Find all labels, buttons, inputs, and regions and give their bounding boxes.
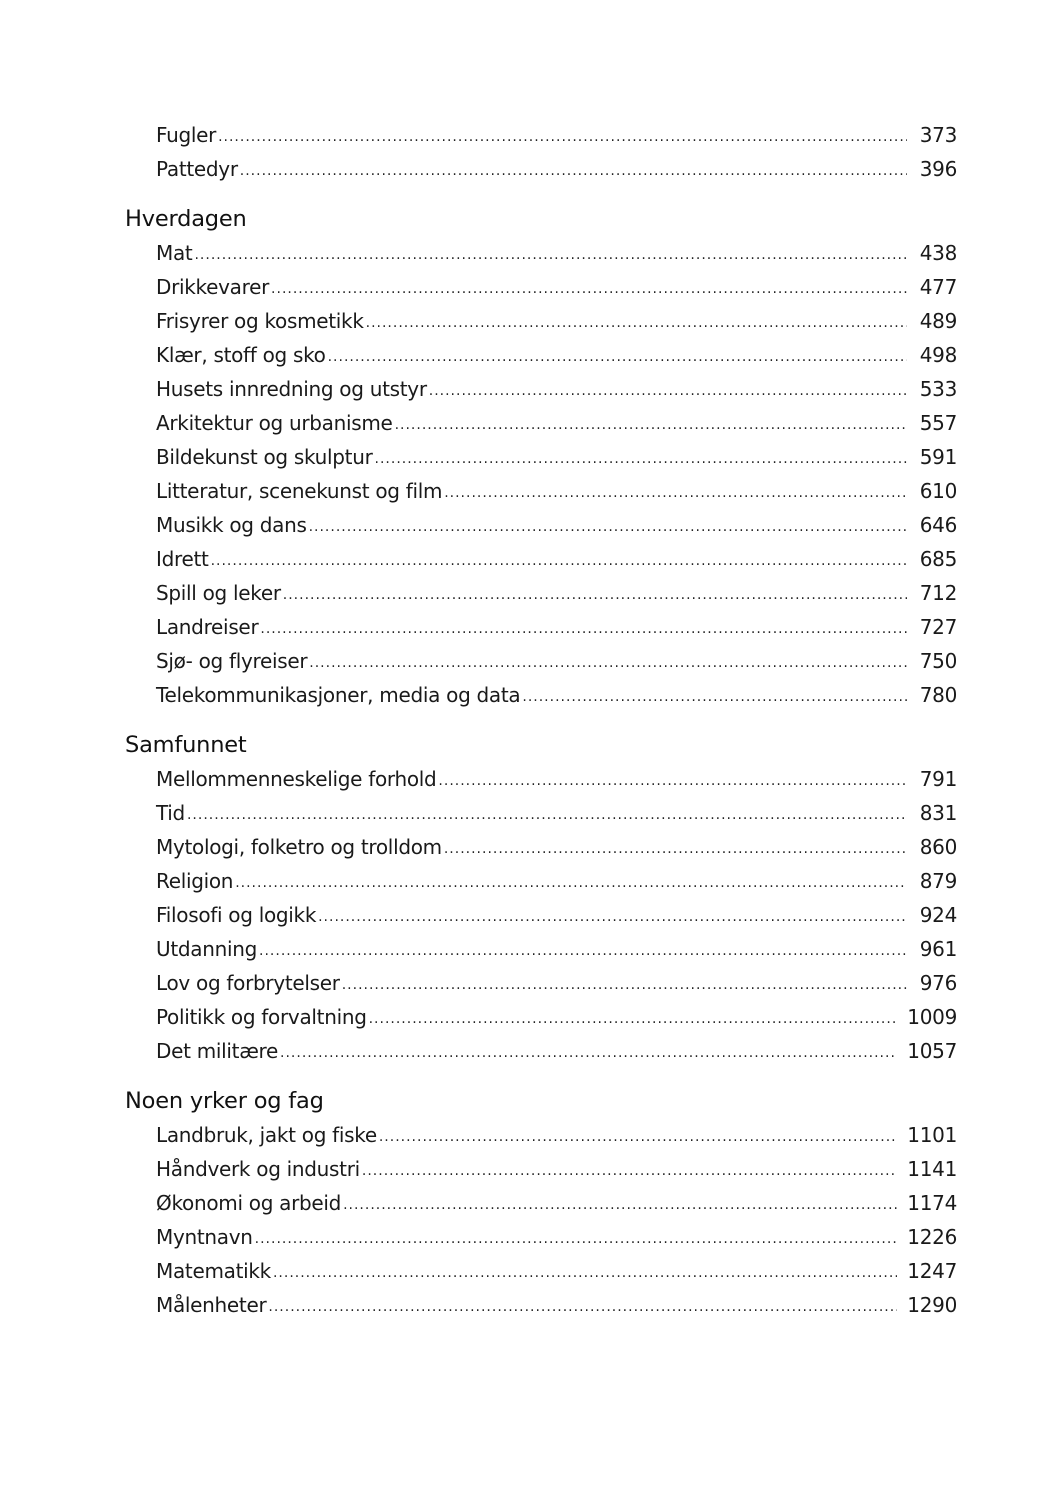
dot-leader	[273, 1256, 897, 1290]
dot-leader	[194, 238, 907, 272]
toc-entry-label: Litteratur, scenekunst og film	[156, 479, 443, 503]
dot-leader	[444, 832, 907, 866]
dot-leader	[342, 968, 907, 1002]
dot-leader	[271, 272, 907, 306]
toc-entry-label: Mellommenneskelige forhold	[156, 767, 437, 791]
dot-leader	[240, 154, 907, 188]
dot-leader	[283, 578, 907, 612]
toc-entry[interactable]	[156, 762, 957, 796]
dot-leader	[259, 934, 907, 968]
section-heading: Samfunnet	[125, 732, 247, 758]
dot-leader	[438, 764, 907, 798]
toc-entry-label: Tid	[156, 801, 185, 825]
dot-leader	[280, 1036, 897, 1070]
dot-leader	[211, 544, 907, 578]
dot-leader	[369, 1002, 898, 1036]
toc-entry[interactable]	[156, 406, 957, 440]
toc-entry-label: Fugler	[156, 123, 217, 147]
toc-entry[interactable]	[156, 304, 957, 338]
toc-entry[interactable]	[156, 1000, 957, 1034]
toc-entry-page: 1101	[907, 1123, 957, 1147]
toc-entry-page: 1226	[907, 1225, 957, 1249]
dot-leader	[187, 798, 907, 832]
toc-entry-page: 438	[919, 241, 957, 265]
toc-entry-label: Matematikk	[156, 1259, 271, 1283]
toc-entry[interactable]	[156, 1254, 957, 1288]
dot-leader	[318, 900, 907, 934]
toc-entry[interactable]	[156, 864, 957, 898]
toc-entry-page: 1174	[907, 1191, 957, 1215]
toc-entry[interactable]	[156, 576, 957, 610]
dot-leader	[268, 1290, 897, 1324]
dot-leader	[379, 1120, 897, 1154]
toc-entry[interactable]	[156, 1152, 957, 1186]
toc-entry-page: 831	[919, 801, 957, 825]
dot-leader	[218, 120, 907, 154]
toc-entry[interactable]	[156, 236, 957, 270]
toc-entry[interactable]	[156, 830, 957, 864]
dot-leader	[260, 612, 907, 646]
toc-entry[interactable]	[156, 610, 957, 644]
toc-entry-label: Pattedyr	[156, 157, 238, 181]
toc-entry[interactable]	[156, 796, 957, 830]
toc-entry[interactable]	[156, 644, 957, 678]
toc-entry[interactable]	[156, 338, 957, 372]
toc-entry-label: Religion	[156, 869, 234, 893]
toc-entry-label: Musikk og dans	[156, 513, 307, 537]
toc-entry-page: 976	[919, 971, 957, 995]
toc-entry-page: 879	[919, 869, 957, 893]
toc-entry-label: Mytologi, folketro og trolldom	[156, 835, 442, 859]
toc-entry-label: Bildekunst og skulptur	[156, 445, 373, 469]
toc-entry[interactable]	[156, 966, 957, 1000]
toc-entry-page: 1141	[907, 1157, 957, 1181]
dot-leader	[309, 646, 907, 680]
toc-entry-label: Mat	[156, 241, 193, 265]
toc-entry[interactable]	[156, 508, 957, 542]
toc-entry-label: Målenheter	[156, 1293, 267, 1317]
dot-leader	[366, 306, 907, 340]
dot-leader	[309, 510, 907, 544]
toc-entry-page: 477	[919, 275, 957, 299]
toc-entry-label: Økonomi og arbeid	[156, 1191, 342, 1215]
section-heading: Noen yrker og fag	[125, 1088, 324, 1114]
toc-entry-label: Politikk og forvaltning	[156, 1005, 367, 1029]
toc-entry-page: 961	[919, 937, 957, 961]
toc-entry-label: Arkitektur og urbanisme	[156, 411, 393, 435]
toc-entry-label: Landreiser	[156, 615, 259, 639]
toc-section-noen-yrker-og-fag	[125, 1084, 957, 1322]
toc-entry-label: Frisyrer og kosmetikk	[156, 309, 364, 333]
toc-entry-page: 1057	[907, 1039, 957, 1063]
toc-entry-page: 924	[919, 903, 957, 927]
toc-section-samfunnet	[125, 728, 957, 1068]
toc-entry[interactable]	[156, 270, 957, 304]
toc-entry-label: Telekommunikasjoner, media og data	[156, 683, 521, 707]
dot-leader	[362, 1154, 897, 1188]
toc-entry-page: 1290	[907, 1293, 957, 1317]
toc-entry[interactable]	[156, 440, 957, 474]
toc-entry-label: Spill og leker	[156, 581, 281, 605]
dot-leader	[255, 1222, 898, 1256]
toc-entry-label: Lov og forbrytelser	[156, 971, 340, 995]
dot-leader	[429, 374, 907, 408]
dot-leader	[235, 866, 907, 900]
toc-entry[interactable]	[156, 1288, 957, 1322]
toc-entry-page: 791	[919, 767, 957, 791]
toc-entry[interactable]	[156, 152, 957, 186]
dot-leader	[375, 442, 907, 476]
toc-entry-label: Utdanning	[156, 937, 258, 961]
toc-entry-page: 610	[919, 479, 957, 503]
toc-entry-label: Filosofi og logikk	[156, 903, 317, 927]
toc-entry-page: 750	[919, 649, 957, 673]
toc-entry-label: Husets innredning og utstyr	[156, 377, 427, 401]
toc-entry[interactable]	[156, 474, 957, 508]
toc-entry-page: 685	[919, 547, 957, 571]
toc-entry-page: 780	[919, 683, 957, 707]
dot-leader	[444, 476, 907, 510]
section-heading: Hverdagen	[125, 206, 247, 232]
toc-entry[interactable]	[156, 932, 957, 966]
toc-entry-label: Myntnavn	[156, 1225, 253, 1249]
toc-entry[interactable]	[156, 542, 957, 576]
toc-entry[interactable]	[156, 1118, 957, 1152]
toc-section-hverdagen	[125, 202, 957, 712]
toc-entry-page: 557	[919, 411, 957, 435]
toc-entry-label: Landbruk, jakt og fiske	[156, 1123, 377, 1147]
toc-entry[interactable]	[156, 372, 957, 406]
toc-entry-page: 396	[919, 157, 957, 181]
toc-entry-page: 1247	[907, 1259, 957, 1283]
toc-entry[interactable]	[156, 898, 957, 932]
intro-entries	[125, 118, 957, 186]
toc-entry-label: Det militære	[156, 1039, 279, 1063]
toc-entry-page: 373	[919, 123, 957, 147]
dot-leader	[522, 680, 907, 714]
toc-entry-page: 489	[919, 309, 957, 333]
dot-leader	[328, 340, 907, 374]
toc-entry-page: 860	[919, 835, 957, 859]
toc-entry-label: Håndverk og industri	[156, 1157, 360, 1181]
toc-entry-label: Sjø- og flyreiser	[156, 649, 308, 673]
table-of-contents	[125, 118, 957, 1322]
toc-entry[interactable]	[156, 1186, 957, 1220]
toc-entry-page: 646	[919, 513, 957, 537]
toc-entry-page: 533	[919, 377, 957, 401]
toc-entry-label: Idrett	[156, 547, 209, 571]
toc-entry-page: 712	[919, 581, 957, 605]
toc-entry[interactable]	[156, 118, 957, 152]
toc-entry-page: 591	[919, 445, 957, 469]
toc-entry-page: 727	[919, 615, 957, 639]
toc-entry[interactable]	[156, 1034, 957, 1068]
toc-entry[interactable]	[156, 1220, 957, 1254]
toc-entry[interactable]	[156, 678, 957, 712]
toc-entry-page: 1009	[907, 1005, 957, 1029]
dot-leader	[395, 408, 907, 442]
toc-entry-page: 498	[919, 343, 957, 367]
toc-entry-label: Drikkevarer	[156, 275, 270, 299]
dot-leader	[343, 1188, 897, 1222]
toc-entry-label: Klær, stoff og sko	[156, 343, 326, 367]
